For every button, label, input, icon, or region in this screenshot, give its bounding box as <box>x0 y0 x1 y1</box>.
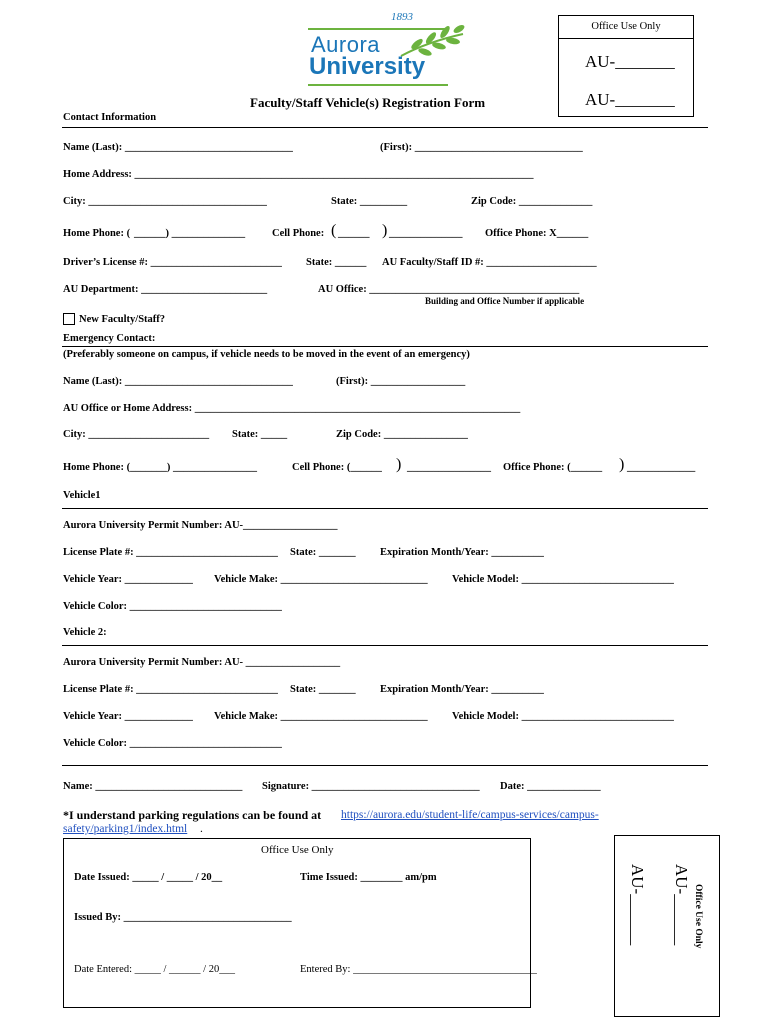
office-use-box-vertical <box>614 835 720 1017</box>
section-divider <box>62 346 708 347</box>
vertical-au-field-1[interactable]: AU-______ <box>672 864 691 946</box>
vertical-office-title: Office Use Only <box>693 884 703 949</box>
building-note: Building and Office Number if applicable <box>425 296 585 306</box>
logo-university-text: University <box>309 53 426 80</box>
aurora-university-logo <box>305 8 470 90</box>
au-office-field[interactable]: AU Office: ________________________________________ <box>318 284 580 295</box>
vehicle1-state-field[interactable]: State: _______ <box>290 547 356 558</box>
emergency-home-phone-field[interactable]: Home Phone: (_______) ________________ <box>63 462 257 473</box>
cell-area-field[interactable]: ______ <box>338 228 370 239</box>
vehicle2-year-field[interactable]: Vehicle Year: _____________ <box>63 711 193 722</box>
vertical-au-field-2[interactable]: AU-______ <box>628 864 647 946</box>
cell-phone-label: Cell Phone: <box>272 228 325 239</box>
vehicle1-model-field[interactable]: Vehicle Model: _____________________________ <box>452 574 674 585</box>
emergency-cell-label[interactable]: Cell Phone: (______ <box>292 462 382 473</box>
home-phone-field[interactable]: ______) ______________ <box>134 228 246 239</box>
city-field[interactable]: City: __________________________________ <box>63 196 267 207</box>
emergency-office-paren: ) <box>619 456 625 473</box>
emergency-address-field[interactable]: AU Office or Home Address: ______________________________________________________________ <box>63 403 521 414</box>
vehicle2-model-field[interactable]: Vehicle Model: _____________________________ <box>452 711 674 722</box>
cell-paren-open: ( <box>331 222 337 239</box>
date-issued-field[interactable]: Date Issued: _____ / _____ / 20__ <box>74 872 223 883</box>
emergency-zip-field[interactable]: Zip Code: ________________ <box>336 429 468 440</box>
vehicle2-permit-field[interactable]: Aurora University Permit Number: AU- __________________ <box>63 657 341 668</box>
vehicle2-color-field[interactable]: Vehicle Color: _____________________________ <box>63 738 282 749</box>
office-au-field-1[interactable]: AU-_______ <box>585 52 675 71</box>
zip-field[interactable]: Zip Code: ______________ <box>471 196 593 207</box>
vehicle1-expiration-field[interactable]: Expiration Month/Year: __________ <box>380 547 544 558</box>
emergency-cell-field[interactable]: ________________ <box>407 462 491 473</box>
vehicle2-state-field[interactable]: State: _______ <box>290 684 356 695</box>
vehicle2-make-field[interactable]: Vehicle Make: ____________________________ <box>214 711 428 722</box>
home-phone-label: Home Phone: ( <box>63 228 131 239</box>
section-divider <box>62 127 708 128</box>
signature-name-field[interactable]: Name: ____________________________ <box>63 781 243 792</box>
parking-regulations-text: *I understand parking regulations can be found at <box>63 808 322 822</box>
vehicle1-make-field[interactable]: Vehicle Make: ____________________________ <box>214 574 428 585</box>
staff-id-field[interactable]: AU Faculty/Staff ID #: _____________________ <box>382 257 597 268</box>
new-staff-label: New Faculty/Staff? <box>79 314 166 325</box>
contact-first-name-field[interactable]: (First): ________________________________ <box>380 142 583 153</box>
cell-paren-close: ) <box>382 222 388 239</box>
form-title: Faculty/Staff Vehicle(s) Registration Form <box>250 95 486 110</box>
logo-year: 1893 <box>391 11 413 23</box>
vehicle1-color-field[interactable]: Vehicle Color: _____________________________ <box>63 601 282 612</box>
office-au-field-2[interactable]: AU-_______ <box>585 90 675 109</box>
time-issued-field[interactable]: Time Issued: ________ am/pm <box>300 872 437 883</box>
vehicle1-permit-field[interactable]: Aurora University Permit Number: AU-__________________ <box>63 520 338 531</box>
contact-last-name-field[interactable]: Name (Last): ________________________________ <box>63 142 293 153</box>
signature-date-field[interactable]: Date: ______________ <box>500 781 601 792</box>
drivers-license-field[interactable]: Driver’s License #: _________________________ <box>63 257 282 268</box>
parking-regulations-link[interactable]: https://aurora.edu/student-life/campus-services/campus- <box>341 809 599 821</box>
section-divider <box>62 765 708 766</box>
vehicle1-plate-field[interactable]: License Plate #: ___________________________ <box>63 547 278 558</box>
emergency-office-label[interactable]: Office Phone: (______ <box>503 462 603 473</box>
emergency-office-field[interactable]: _____________ <box>627 462 696 473</box>
link-period: . <box>200 823 203 835</box>
emergency-first-name-field[interactable]: (First): __________________ <box>336 376 466 387</box>
section-divider <box>62 508 708 509</box>
parking-regulations-link-cont[interactable]: safety/parking1/index.html <box>63 823 188 835</box>
office-use-box-bottom <box>63 838 537 1008</box>
office-use-box-top <box>558 15 694 117</box>
contact-section-header: Contact Information <box>63 112 157 123</box>
emergency-cell-paren: ) <box>396 456 402 473</box>
logo-aurora-text: Aurora <box>311 32 381 57</box>
date-entered-field[interactable]: Date Entered: _____ / ______ / 20___ <box>74 964 235 975</box>
home-address-field[interactable]: Home Address: ____________________________________________________________________________ <box>63 169 534 180</box>
cell-number-field[interactable]: ______________ <box>389 228 463 239</box>
license-state-field[interactable]: State: ______ <box>306 257 367 268</box>
vehicle2-header: Vehicle 2: <box>63 627 107 638</box>
emergency-note: (Preferably someone on campus, if vehicle needs to be moved in the event of an emergency) <box>63 349 470 360</box>
emergency-section-header: Emergency Contact: <box>63 333 156 344</box>
signature-field[interactable]: Signature: ________________________________ <box>262 781 480 792</box>
office-phone-field[interactable]: Office Phone: X______ <box>485 228 589 239</box>
office-use-title: Office Use Only <box>559 16 693 39</box>
emergency-last-name-field[interactable]: Name (Last): ________________________________ <box>63 376 293 387</box>
section-divider <box>62 645 708 646</box>
new-staff-checkbox[interactable] <box>63 313 75 325</box>
issued-by-field[interactable]: Issued By: ________________________________ <box>74 912 292 923</box>
vehicle1-year-field[interactable]: Vehicle Year: _____________ <box>63 574 193 585</box>
vehicle2-plate-field[interactable]: License Plate #: ___________________________ <box>63 684 278 695</box>
office-bottom-title: Office Use Only <box>261 844 334 856</box>
entered-by-field[interactable]: Entered By: ___________________________________ <box>300 964 537 975</box>
vehicle2-expiration-field[interactable]: Expiration Month/Year: __________ <box>380 684 544 695</box>
state-field[interactable]: State: _________ <box>331 196 408 207</box>
emergency-city-field[interactable]: City: _______________________ <box>63 429 210 440</box>
emergency-state-field[interactable]: State: _____ <box>232 429 288 440</box>
au-department-field[interactable]: AU Department: ________________________ <box>63 284 268 295</box>
vehicle1-header: Vehicle1 <box>63 490 101 501</box>
